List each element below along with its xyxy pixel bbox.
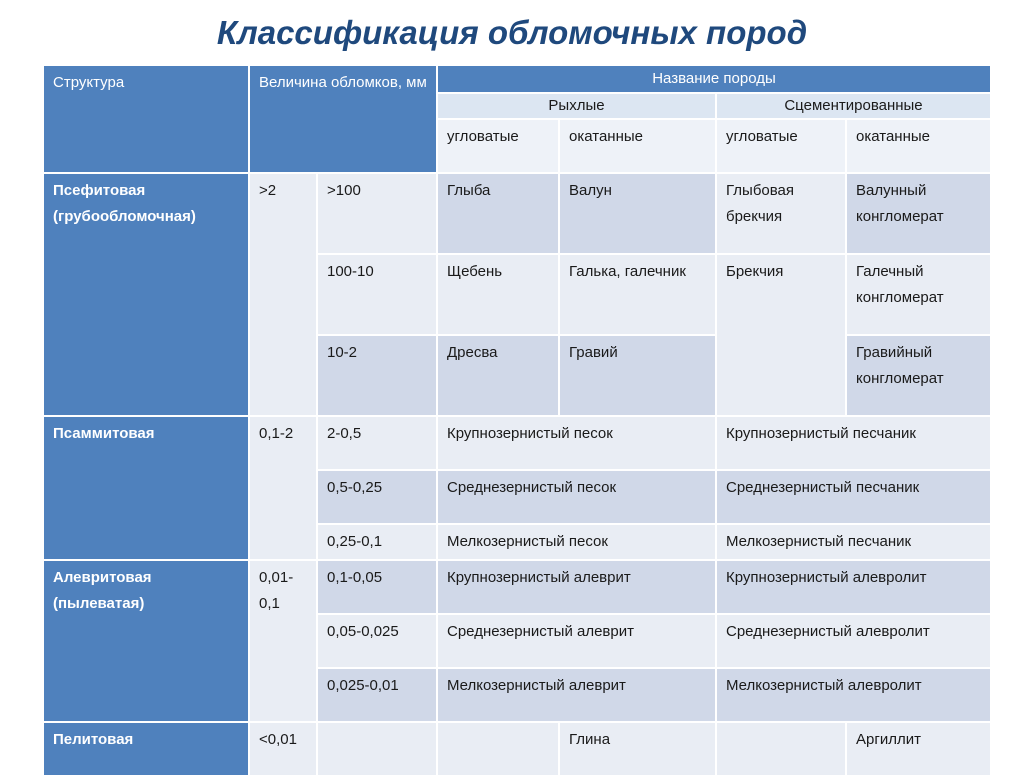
rock-cell: Крупнозернистый песок <box>437 416 716 470</box>
rock-cell: Гравий <box>559 335 716 416</box>
header-cemented-angular: угловатые <box>716 119 846 173</box>
structure-psammitic: Псаммитовая <box>43 416 249 560</box>
size-pelitic: <0,01 <box>249 722 317 776</box>
rock-cell: Среднезернистый песчаник <box>716 470 991 524</box>
rock-cell: Мелкозернистый алеврит <box>437 668 716 722</box>
rock-cell <box>437 722 559 776</box>
rock-cell: Дресва <box>437 335 559 416</box>
rock-cell: Среднезернистый алеврит <box>437 614 716 668</box>
header-loose: Рыхлые <box>437 93 716 119</box>
range-cell: 100-10 <box>317 254 437 335</box>
rock-cell: Мелкозернистый алевролит <box>716 668 991 722</box>
header-loose-angular: угловатые <box>437 119 559 173</box>
table-row <box>43 722 991 776</box>
range-cell: 10-2 <box>317 335 437 416</box>
header-size: Величина обломков, мм <box>249 65 437 173</box>
rock-cell: Галечный конгломерат <box>846 254 991 335</box>
rock-cell: Глыбовая брекчия <box>716 173 846 254</box>
size-psephitic: >2 <box>249 173 317 416</box>
table-row <box>43 416 991 470</box>
structure-psephitic: Псефитовая (грубообломочная) <box>43 173 249 416</box>
table-row <box>43 560 991 614</box>
rock-cell: Крупнозернистый алевролит <box>716 560 991 614</box>
range-cell: 0,025-0,01 <box>317 668 437 722</box>
header-cemented-rounded: окатанные <box>846 119 991 173</box>
range-cell: 0,1-0,05 <box>317 560 437 614</box>
rock-cell: Крупнозернистый алеврит <box>437 560 716 614</box>
table-row <box>43 173 991 254</box>
rock-cell: Мелкозернистый песчаник <box>716 524 991 560</box>
rock-cell: Глина <box>559 722 716 776</box>
rock-cell: Среднезернистый алевролит <box>716 614 991 668</box>
rock-cell: Глыба <box>437 173 559 254</box>
header-loose-rounded: окатанные <box>559 119 716 173</box>
header-cemented: Сцементированные <box>716 93 991 119</box>
rock-cell: Мелкозернистый песок <box>437 524 716 560</box>
rock-cell: Гравийный конгломерат <box>846 335 991 416</box>
rock-cell: Галька, галечник <box>559 254 716 335</box>
size-psammitic: 0,1-2 <box>249 416 317 560</box>
header-row-1 <box>43 65 991 93</box>
size-aleuritic: 0,01-0,1 <box>249 560 317 722</box>
range-cell: 2-0,5 <box>317 416 437 470</box>
rock-cell: Аргиллит <box>846 722 991 776</box>
rock-cell <box>716 722 846 776</box>
rock-cell: Валунный конгломерат <box>846 173 991 254</box>
range-cell <box>317 722 437 776</box>
rock-cell: Брекчия <box>716 254 846 416</box>
range-cell: 0,5-0,25 <box>317 470 437 524</box>
rock-cell: Среднезернистый песок <box>437 470 716 524</box>
header-structure: Структура <box>43 65 249 173</box>
header-rock-name: Название породы <box>437 65 991 93</box>
rock-cell: Щебень <box>437 254 559 335</box>
page-title: Классификация обломочных пород <box>216 14 808 51</box>
range-cell: >100 <box>317 173 437 254</box>
structure-pelitic: Пелитовая <box>43 722 249 776</box>
range-cell: 0,05-0,025 <box>317 614 437 668</box>
rock-cell: Валун <box>559 173 716 254</box>
classification-table <box>42 64 992 777</box>
rock-cell: Крупнозернистый песчаник <box>716 416 991 470</box>
range-cell: 0,25-0,1 <box>317 524 437 560</box>
structure-aleuritic: Алевритовая (пылеватая) <box>43 560 249 722</box>
